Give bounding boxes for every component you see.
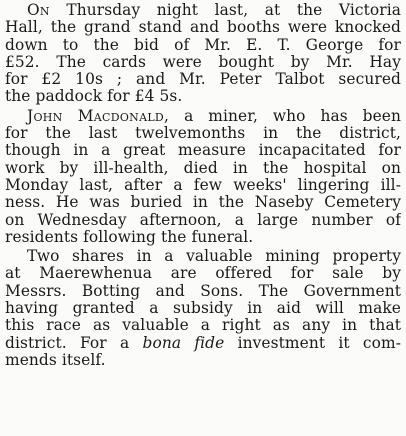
paragraph-john-macdonald [5, 108, 401, 246]
text-line: for the last twelvemonths in the district, [5, 125, 401, 143]
text-line: down to the bid of Mr. E. T. George for [5, 36, 401, 54]
text-line: residents following the funeral. [5, 228, 254, 246]
text-line: though in a great measure incapacitated for [5, 142, 401, 160]
text-line: for £2 10s ; and Mr. Peter Talbot secured [5, 71, 401, 89]
text-line: £52. The cards were bought by Mr. Hay [5, 53, 401, 71]
text-line: district. For a bona fide investment it com- [5, 334, 401, 352]
text-line: having granted a subsidy in aid will make [5, 300, 401, 318]
paragraph-lead: John Macdonald, [27, 107, 170, 125]
text-line: work by ill-health, died in the hospital on [5, 159, 401, 177]
paragraph-lead: On [27, 2, 50, 19]
paragraph-victoria-hall [5, 2, 401, 106]
text-line: On Thursday night last, at the Victoria [27, 2, 401, 19]
text-line: ness. He was buried in the Naseby Cemetery [5, 194, 401, 212]
text-line: John Macdonald, a miner, who has been [27, 107, 401, 125]
text-line: Monday last, after a few weeks' lingering ill- [5, 176, 401, 194]
text-line: this race as valuable a right as any in that [5, 317, 401, 335]
text-line: on Wednesday afternoon, a large number of [5, 211, 401, 229]
text-line: the paddock for £4 5s. [5, 88, 183, 106]
text-line: Messrs. Botting and Sons. The Government [5, 282, 401, 300]
text-line: Hall, the grand stand and booths were knocked [5, 19, 401, 37]
news-column [5, 2, 401, 369]
paragraph-mining-shares [5, 248, 401, 369]
text-line: Two shares in a valuable mining property [27, 248, 401, 266]
text-line: at Maerewhenua are offered for sale by [5, 265, 401, 283]
text-line: mends itself. [5, 351, 106, 369]
italic-phrase: bona fide [142, 334, 225, 352]
